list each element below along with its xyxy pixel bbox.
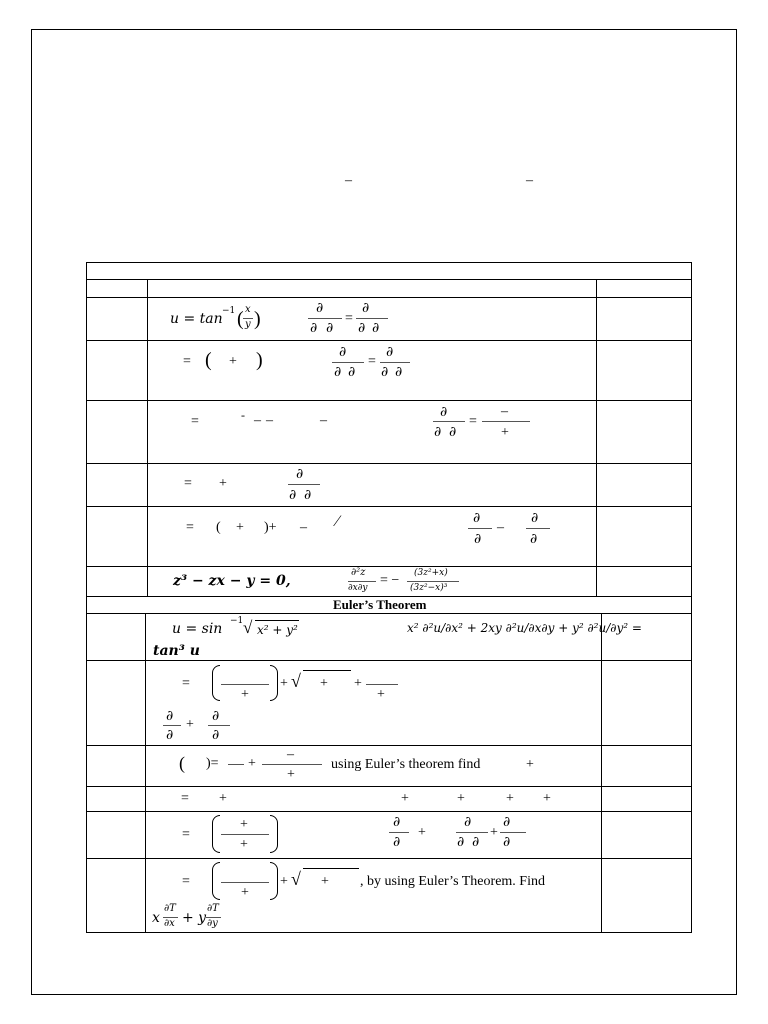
r8-root-plus: + (320, 676, 328, 691)
r11-pd-den1: ∂ (393, 834, 401, 850)
r11-pd-den2b: ∂ (472, 834, 480, 850)
r12-frac-num-y: ∂T (207, 903, 219, 914)
r6-rden: (3z²−x)³ (410, 583, 448, 593)
r2-pd-den1a: ∂ (334, 364, 342, 380)
r2-pd-den1b: ∂ (348, 364, 356, 380)
r3-pd-den-b: ∂ (449, 424, 457, 440)
r5-pd-num1: ∂ (473, 510, 481, 526)
r12-tail-x: x (152, 910, 160, 926)
r1-pd-den1a: ∂ (310, 320, 318, 336)
r5-slash: ⁄ (336, 513, 339, 530)
r8-plus3: + (186, 717, 194, 732)
r5-m2: – (497, 520, 504, 535)
r9-minus: – (287, 747, 294, 762)
r3-d: – (320, 413, 327, 428)
r11-eq: = (182, 827, 190, 842)
r7-tail: tan³ u (153, 643, 200, 659)
r4-pd-den-a: ∂ (289, 487, 297, 503)
r12-tail-y: + y (182, 910, 207, 926)
r9-text: using Euler’s theorem find (331, 757, 481, 772)
r8-pd-den1: ∂ (166, 727, 174, 743)
r1-eq: = (345, 311, 353, 326)
r3-pd-den-a: ∂ (434, 424, 442, 440)
r5-eq: = (186, 520, 194, 535)
r9-lparen: ( (179, 753, 185, 773)
r11-pd-num3: ∂ (503, 814, 511, 830)
r5-pd-den1: ∂ (474, 531, 482, 547)
r8-plus-den: + (241, 687, 249, 702)
r12-text: , by using Euler’s Theorem. Find (360, 874, 545, 889)
r9-rparen: )= (206, 756, 219, 771)
r12-plus-den: + (241, 885, 249, 900)
r1-lparen: ( (237, 308, 244, 330)
r1-pd-num1: ∂ (316, 300, 324, 316)
r10-plus3: + (457, 791, 465, 806)
r1-pd-den1b: ∂ (326, 320, 334, 336)
r3-a: - (241, 408, 245, 422)
r4-pd-den-b: ∂ (304, 487, 312, 503)
r6-rnum: (3z²+x) (414, 568, 448, 578)
r1-pd-den2b: ∂ (372, 320, 380, 336)
r3-eq: = (191, 414, 199, 429)
r11-pd-den2a: ∂ (457, 834, 465, 850)
r8-root-sign: √ (291, 671, 301, 691)
r4-eq: = (184, 476, 192, 491)
r11-pd-num2: ∂ (464, 814, 472, 830)
euler-section-title: Euler’s Theorem (333, 597, 427, 612)
r11-plus-den: + (240, 837, 248, 852)
r6-lhs: z³ − zx − y = 0, (173, 573, 291, 589)
r11-plus2: + (490, 825, 498, 840)
r1-rparen: ) (254, 308, 261, 330)
r2-rparen: ) (256, 349, 263, 371)
r7-rhs: x² ∂²u/∂x² + 2xy ∂²u/∂x∂y + y² ∂²u/∂y² = (407, 621, 642, 635)
r1-pd-den2a: ∂ (358, 320, 366, 336)
r8-pd-den2: ∂ (212, 727, 220, 743)
r12-plus1: + (280, 874, 288, 889)
r7-sup: −1 (230, 616, 244, 626)
r2-lparen: ( (205, 349, 212, 371)
r12-frac-num-x: ∂T (164, 903, 176, 914)
r5-rparen: )+ (264, 520, 277, 535)
r1-lhs: u = tan (170, 311, 223, 327)
r10-plus1: + (219, 791, 227, 806)
r11-plus-num: + (240, 817, 248, 832)
r9-plus2: + (526, 757, 534, 772)
r9-plus-den: + (287, 767, 295, 782)
r3-eq2: = (469, 414, 477, 429)
r7-root: x² + y² (257, 623, 298, 637)
r2-pd-num1: ∂ (339, 344, 347, 360)
r6-den: ∂x∂y (348, 583, 368, 593)
r11-pd-den3: ∂ (503, 834, 511, 850)
r10-plus4: + (506, 791, 514, 806)
r2-eq2: = (368, 354, 376, 369)
r8-plus-den2: + (377, 687, 385, 702)
r12-root-sign: √ (291, 869, 301, 889)
header-dash-left: – (345, 173, 352, 188)
r2-eq: = (183, 354, 191, 369)
r3-pd-num: ∂ (440, 404, 448, 420)
r10-eq: = (181, 791, 189, 806)
r12-eq: = (182, 874, 190, 889)
r5-pd-num2: ∂ (531, 510, 539, 526)
r3-b: – (254, 413, 261, 428)
r8-plus1: + (280, 676, 288, 691)
r5-minus: – (300, 520, 307, 535)
r2-pd-den2a: ∂ (381, 364, 389, 380)
r1-sup: −1 (222, 306, 236, 316)
r9-plus: + (248, 756, 256, 771)
r8-pd-num2: ∂ (212, 708, 220, 724)
r12-root-plus: + (321, 874, 329, 889)
r3-minus: – (501, 404, 508, 419)
r1-y: y (245, 319, 251, 330)
page-border (31, 29, 737, 995)
r4-pd-num: ∂ (296, 466, 304, 482)
r5-plus: + (236, 520, 244, 535)
r8-plus2: + (354, 676, 362, 691)
r6-num: ∂²z (351, 567, 366, 578)
r1-x: x (245, 304, 251, 315)
r3-plus: + (501, 425, 509, 440)
r10-plus2: + (401, 791, 409, 806)
r4-plus: + (219, 476, 227, 491)
r2-plus: + (229, 354, 237, 369)
r7-root-sign: √ (243, 618, 253, 637)
r2-pd-den2b: ∂ (395, 364, 403, 380)
r3-c: – (266, 413, 273, 428)
r12-frac-den-y: ∂y (207, 918, 218, 929)
r8-pd-num1: ∂ (166, 708, 174, 724)
r10-plus5: + (543, 791, 551, 806)
r7-lhs: u = sin (172, 621, 223, 637)
r11-pd-num1: ∂ (393, 814, 401, 830)
r6-eq: = − (380, 573, 400, 588)
r5-lparen: ( (216, 520, 221, 535)
r12-frac-den-x: ∂x (164, 918, 175, 929)
header-dash-right: – (526, 173, 533, 188)
r2-pd-num2: ∂ (386, 344, 394, 360)
r11-plus1: + (418, 825, 426, 840)
r8-eq: = (182, 676, 190, 691)
r1-pd-num2: ∂ (362, 300, 370, 316)
r5-pd-den2: ∂ (530, 531, 538, 547)
